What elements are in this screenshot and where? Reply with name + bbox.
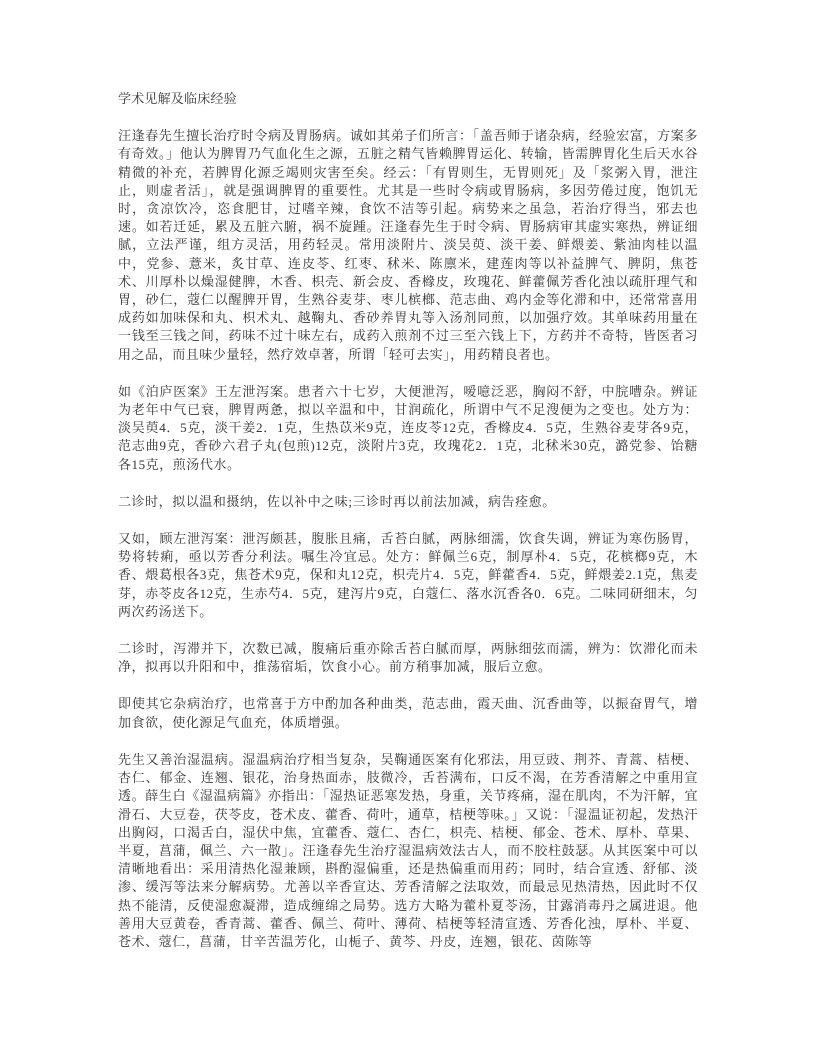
paragraph: 二诊时，拟以温和摄纳，佐以补中之味;三诊时再以前法加减，病告痊愈。 xyxy=(118,493,556,509)
paragraph: 汪逢春先生擅长治疗时令病及胃肠病。诚如其弟子们所言：「盖吾师于诸杂病，经验宏富，方案多有奇效。」他认为脾胃乃气血化生之源，五脏之精气皆赖脾胃运化、转输，皆需脾胃化生后天水谷精微的补充，若脾胃化源乏竭则灾害至矣。经云：「有胃则生，无胃则死」及「浆粥入胃，泄注止，则虚者活」，就是强调脾胃的重要性。尤其是一些时令病或胃肠病，多因劳倦过度，饱饥无时，贪凉饮冷，恣食肥甘，过嗜辛辣，食饮不洁等引起。病势来之虽急，若治疗得当，邪去也速。如若迁延，累及五脏六腑，祸不旋踵。汪逢春先生于时令病、胃肠病审其虚实寒热，辨证细腻，立法严谨，组方灵活，用药轻灵。常用淡附片、淡吴萸、淡干姜、鲜煨姜、紫油肉桂以温中，党参、薏米，炙甘草、连皮苓、红枣、秫米、陈廪米，建莲肉等以补益脾气、脾阴，焦苍术、川厚朴以燥湿健脾，木香、枳壳、新会皮、香橼皮，玫瑰花、鲜藿佩芳香化浊以疏肝理气和胃，砂仁，蔻仁以醒脾开胃，生熟谷麦芽、枣儿槟榔、范志曲、鸡内金等化滞和中，还常常喜用成药如加味保和丸、枳术丸、越鞠丸、香砂养胃丸等入汤剂同煎，以加强疗效。其单味药用量在一钱至三钱之间，药味不过十味左右，成药入煎剂不过三至六钱上下，方药并不奇特，皆医者习用之品，而且味少量轻，然疗效卓著，所谓「轻可去实」，用药精良者也。 xyxy=(118,128,698,362)
paragraph: 如《泊庐医案》王左泄泻案。患者六十七岁，大便泄泻，嗳噫泛恶，胸闷不舒，中脘嘈杂。辨证为老年中气已衰，脾胃两惫，拟以辛温和中，甘润疏化，所谓中气不足溲便为之变也。处方为：淡吴萸4．5克，淡干姜2．1克，生热苡米9克，连皮苓12克，香橼皮4．5克，生熟谷麦芽各9克，范志曲9克，香砂六君子丸(包煎)12克，淡附片3克，玫瑰花2．1克，北秫米30克，潞党参、饴糖各15克，煎汤代水。 xyxy=(118,383,698,472)
paragraph: 即使其它杂病治疗，也常喜于方中酌加各种曲类，范志曲，霞天曲、沉香曲等，以振奋胃气，增加食欲，使化源足气血充，体质增强。 xyxy=(118,696,698,730)
paragraph: 先生又善治湿温病。湿温病治疗相当复杂，吴鞠通医案有化邪法，用豆豉、荆芥、青蒿、桔梗、杏仁、郁金、连翘、银花，治身热面赤，肢微冷，舌苔满布，口反不渴，在芳香清解之中重用宣透。薛生白《湿温病篇》亦指出：「湿热证恶寒发热，身重，关节疼痛，湿在肌肉，不为汗解，宜滑石、大豆卷，茯苓皮，苍术皮、藿香、荷叶，通草，桔梗等味。」又说：「湿温证初起，发热汗出胸闷，口渴舌白，湿伏中焦，宜藿香、蔻仁、杏仁，枳壳、桔梗、郁金、苍术、厚朴、草果、半夏，菖蒲，佩兰、六一散」。汪逢春先生治疗湿温病效法古人，而不胶柱鼓瑟。从其医案中可以清晰地看出：采用清热化湿兼顾，斟酌湿偏重，还是热偏重而用药；同时，结合宣透、舒郁、淡渗、缓泻等法来分解病势。尤善以辛香宣达、芳香清解之法取效，而最忌见热清热，因此时不仅热不能清，反使湿愈凝滞，造成缠绵之局势。选方大略为藿朴夏苓汤，甘露消毒丹之属进退。他善用大豆黄卷，香青蒿、藿香、佩兰、荷叶、薄荷、桔梗等轻清宣透、芳香化浊，厚朴、半夏、苍术、蔻仁，菖蒲，甘辛苦温芳化，山栀子、黄芩、丹皮，连翘，银花、茵陈等 xyxy=(118,751,698,949)
paragraph: 二诊时，泻滞并下，次数已减，腹痛后重亦除舌苔白腻而厚，两脉细弦而濡，辨为：饮滞化而未净，拟再以升阳和中，推荡宿垢，饮食小心。前方稍事加减，服后立愈。 xyxy=(118,641,698,675)
document-title: 学术见解及临床经验 xyxy=(118,91,237,106)
paragraph: 又如，顾左泄泻案：泄泻颇甚，腹胀且痛，舌苔白腻，两脉细濡，饮食失调，辨证为寒伤肠胃，势将转痢，亟以芳香分利法。嘱生冷宜忌。处方：鲜佩兰6克，制厚朴4．5克，花槟榔9克，木香、煨葛根各3克，焦苍术9克，保和丸12克，枳壳片4．5克，鲜藿香4．5克，鲜煨姜2.1克，焦麦芽，赤苓皮各12克，生赤芍4．5克，建泻片9克，白蔻仁、落水沉香各0．6克。二味同研细末，匀两次药汤送下。 xyxy=(118,531,698,619)
